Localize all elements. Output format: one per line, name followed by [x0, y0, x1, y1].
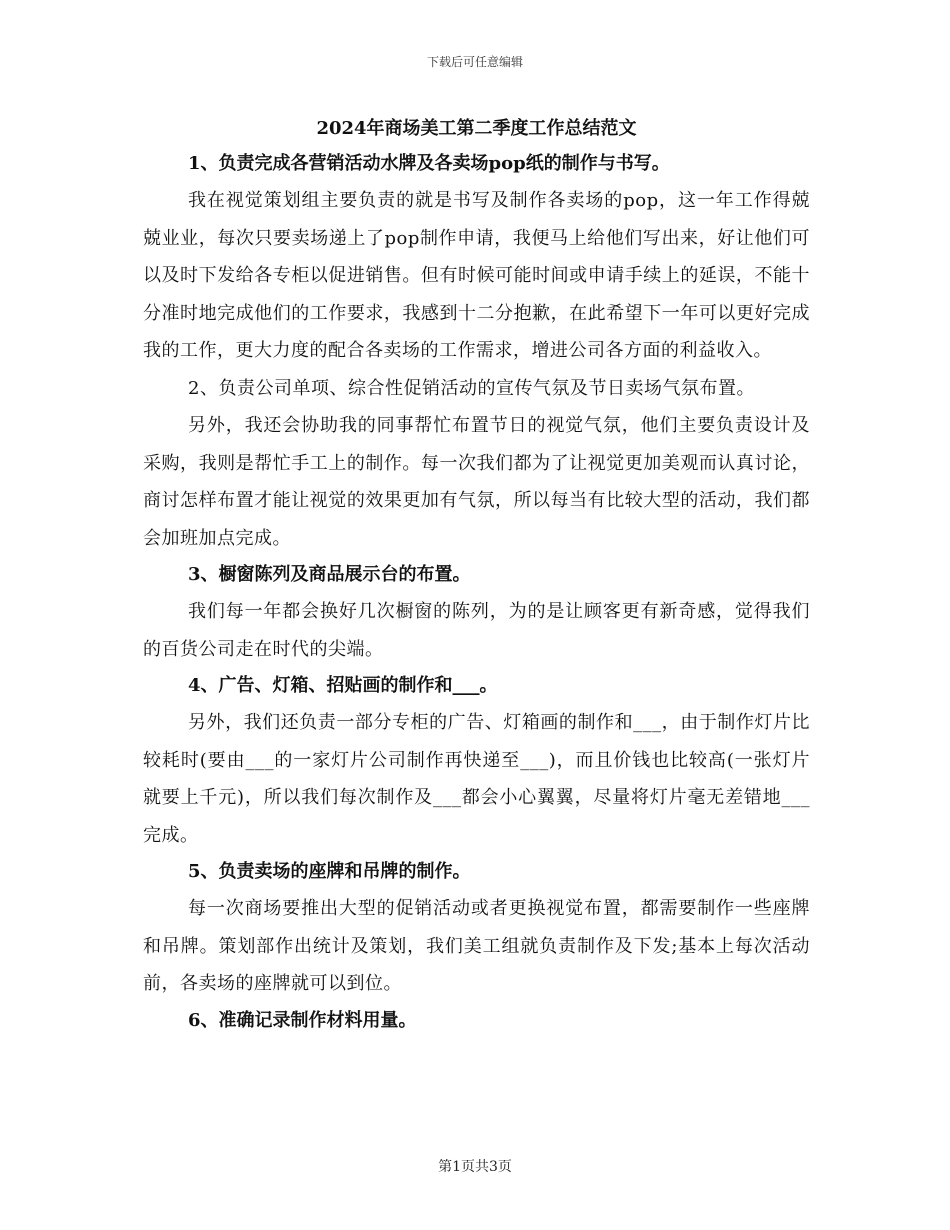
paragraph-pop-work: 我在视觉策划组主要负责的就是书写及制作各卖场的pop，这一年工作得兢兢业业，每次只要卖场递上了pop制作申请，我便马上给他们写出来，好让他们可以及时下发给各专柜以促进销售。但有时候可能时间或申请手续上的延误，不能十分准时地完成他们的工作要求，我感到十二分抱歉，在此希望下一年可以更好完成我的工作，更大力度的配合各卖场的工作需求，增进公司各方面的利益收入。 — [143, 190, 810, 361]
section-heading-3: 3、橱窗陈列及商品展示台的布置。 — [188, 564, 471, 585]
page-number: 第1页共3页 — [438, 1159, 512, 1175]
paragraph-signs: 每一次商场要推出大型的促销活动或者更换视觉布置，都需要制作一些座牌和吊牌。策划部作出统计及策划，我们美工组就负责制作及下发;基本上每次活动前，各卖场的座牌就可以到位。 — [143, 898, 810, 994]
document-body — [143, 112, 810, 1039]
paragraph-festival-decor: 另外，我还会协助我的同事帮忙布置节日的视觉气氛，他们主要负责设计及采购，我则是帮忙手工上的制作。每一次我们都为了让视觉更加美观而认真讨论，商讨怎样布置才能让视觉的效果更加有气氛，所以每当有比较大型的活动，我们都会加班加点完成。 — [143, 415, 810, 549]
section-heading-5: 5、负责卖场的座牌和吊牌的制作。 — [188, 861, 471, 882]
paragraph-section-2: 2、负责公司单项、综合性促销活动的宣传气氛及节日卖场气氛布置。 — [188, 377, 755, 399]
page-header-note: 下载后可任意编辑 — [426, 55, 523, 69]
section-heading-1: 1、负责完成各营销活动水牌及各卖场pop纸的制作与书写。 — [188, 153, 670, 174]
paragraph-window-display: 我们每一年都会换好几次橱窗的陈列，为的是让顾客更有新奇感，觉得我们的百货公司走在时代的尖端。 — [143, 601, 810, 660]
paragraph-lightbox: 另外，我们还负责一部分专柜的广告、灯箱画的制作和___，由于制作灯片比较耗时(要由___的一家灯片公司制作再快递至___)，而且价钱也比较高(一张灯片就要上千元)，所以我们每次制作及___都会小心翼翼，尽量将灯片毫无差错地___完成。 — [143, 712, 810, 846]
section-heading-6: 6、准确记录制作材料用量。 — [188, 1009, 417, 1031]
section-heading-4: 4、广告、灯箱、招贴画的制作和___。 — [188, 675, 498, 696]
document-title: 2024年商场美工第二季度工作总结范文 — [316, 118, 637, 139]
